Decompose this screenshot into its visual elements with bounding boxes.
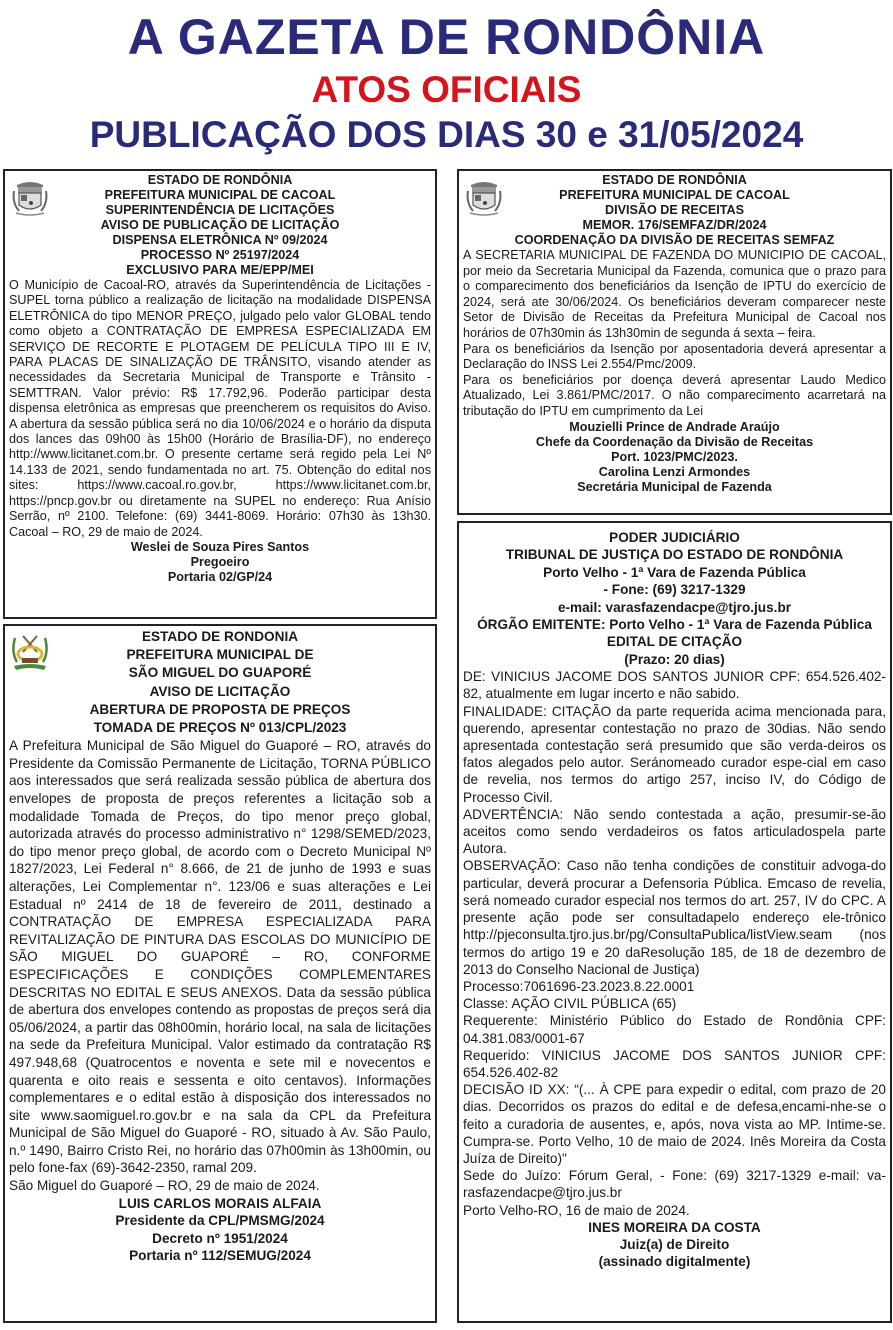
notice-body: A Prefeitura Municipal de São Miguel do Guaporé – RO, através do Presidente da Comissão Permanente de Licitação, TORNA PÚBLICO aos interessados que será realizada sessão pública de abertura dos envelopes de proposta de preços referentes a licitação sob a modalidade Tomada de Preços, do tipo menor preço global, autorizada através do processo administrativo n° 1298/SEMED/2023, do tipo menor preço global, de acordo com o Decreto Municipal Nº 1827/2023, Lei Federal n° 8.666, de 21 de junho de 1993 e suas alterações, Lei Complementar n°. 123/06 e suas alterações e Lei Estadual nº 2414 de 18 de fevereiro de 2011, destinado a CONTRATAÇÃO DE EMPRESA ESPECIALIZADA PARA REVITALIZAÇÃO DE PINTURA DAS ESCOLAS DO MUNICÍPIO DE SÃO MIGUEL DO GUAPORÉ – RO, CONFORME ESPECIFICAÇÕES E CONDIÇÕES COMPLEMENTARES DESCRITAS NO EDITAL E SEUS ANEXOS. Data da sessão pública de abertura dos envelopes contendo as propostas de preços será dia 05/06/2024, a partir das 08h00min, horário local, na sala de licitações na sede da Prefeitura Municipal. Valor estimado da contratação R$ 497.948,68 (Quatrocentos e noventa e sete mil e novecentos e quarenta e oito reais e sessenta e oito centavos). Informações complementares e o edital estão à disposição dos interessados no site www.saomiguel.ro.gov.br e na sala da CPL da Prefeitura Municipal de São Miguel do Guaporé - RO, situado à Av. São Paulo, n.º 1490, Bairro Cristo Rei, no horário das 07h00min às 13h00min, ou pelo fone-fax (69)-3642-2350, ramal 209. [9,738,431,1176]
signatory-role: Juiz(a) de Direito [619,1236,730,1252]
cacoal-coat-of-arms-icon [465,177,503,217]
signatory-ordinance: Portaria 02/GP/24 [167,569,273,584]
signatory-name: INES MOREIRA DA COSTA [588,1219,761,1235]
heading-line: Porto Velho - 1ª Vara de Fazenda Pública [543,564,806,580]
case-class: Classe: AÇÃO CIVIL PÚBLICA (65) [463,996,677,1012]
notice-heading [9,173,431,278]
defendant: Requerido: VINICIUS JACOME DOS SANTOS JUNIOR CPF: 654.526.402-82 [463,1047,886,1080]
heading-line: ESTADO DE RONDÔNIA [147,173,293,187]
signature-note: (assinado digitalmente) [598,1253,751,1269]
heading-line: - Fone: (69) 3217-1329 [603,582,746,598]
heading-line: EDITAL DE CITAÇÃO [606,634,743,650]
court-seat: Sede do Juízo: Fórum Geral, - Fone: (69) 3217-1329 e-mail: va-rasfazendacpe@tjro.jus.br [463,1168,886,1201]
heading-line: ESTADO DE RONDONIA [141,629,299,644]
heading-line: AVISO DE PUBLICAÇÃO DE LICITAÇÃO [100,218,340,232]
heading-line: TRIBUNAL DE JUSTIÇA DO ESTADO DE RONDÔNIA [505,547,844,563]
process-number: Processo:7061696-23.2023.8.22.0001 [463,978,695,994]
sao-miguel-coat-of-arms-icon [11,632,49,672]
notice-body: O Município de Cacoal-RO, através da Superintendência de Licitações - SUPEL torna público a realização de licitação na modalidade DISPENSA ELETRÔNICA do tipo MENOR PREÇO, julgado pelo valor GLOBAL tendo como objeto a CONTRATAÇÃO DE EMPRESA ESPECIALIZADA EM SERVIÇO DE RECORTE E PLOTAGEM DE PELÍCULA TIPO III E IV, PARA PLACAS DE SINALIZAÇÃO DE TRÂNSITO, visando atender as necessidades da Secretaria Municipal de Transporte e Trânsito - SEMTTRAN. Valor prévio: R$ 17.792,96. Poderão participar desta dispensa eletrônica as empresas que preencherem os requisitos do Aviso. A abertura da sessão pública será no dia 10/06/2024 e o horário da disputa dos lances das 09h00 às 15h00 (Horário de Brasília-DF), no endereço http://www.licitanet.com.br. O presente certame será regido pela Lei Nº 14.133 de 2021, sendo fundamentada no art. 75. Obtenção do edital nos sites: https://www.cacoal.ro.gov.br, https://www.licitanet.com.br, https://pncp.gov.br ou diretamente na SUPEL no endereço: Rua Anísio Serrão, nº 2100. Telefone: (69) 3441-8069. Horário: 07h30 às 13h30. Cacoal – RO, 29 de maio de 2024. [9,278,431,539]
signatory-role: Chefe da Coordenação da Divisão de Receitas [535,434,814,449]
signatory-role: Presidente da CPL/PMSMG/2024 [115,1213,325,1229]
place-date: Porto Velho-RO, 16 de maio de 2024. [463,1202,690,1218]
heading-line: PREFEITURA MUNICIPAL DE [126,647,314,663]
signatory-role: Secretária Municipal de Fazenda [577,479,772,494]
plaintiff: Requerente: Ministério Público do Estado de Rondônia CPF: 04.381.083/0001-67 [463,1013,886,1046]
signatory-ordinance: Port. 1023/PMC/2023. [611,449,738,464]
heading-line: EXCLUSIVO PARA ME/EPP/MEI [126,263,314,277]
signatory-role: Pregoeiro [190,554,250,569]
heading-line: PREFEITURA MUNICIPAL DE CACOAL [559,188,790,202]
heading-line: DISPENSA ELETRÔNICA Nº 09/2024 [112,233,328,247]
decision: DECISÃO ID XX: “(... À CPE para expedir o edital, com prazo de 20 dias. Decorridos os prazos do edital e de defesa,encami-nhe-se o feito a curadoria de ausentes, e, após, nova vista ao MP. Intime-se. Cumpra-se. Porto Velho, 10 de maio de 2024. Inês Moreira da Costa Juíza de Direito)" [463,1082,886,1166]
heading-line: COORDENAÇÃO DA DIVISÃO DE RECEITAS SEMFAZ [514,233,835,247]
notice-paragraph: OBSERVAÇÃO: Caso não tenha condições de constituir advoga-do particular, deverá procurar a Defensoria Pública. Emcaso de revelia, será nomeado curador especial nos termos do art. 257, IV do CPC. A presente ação pode ser consultadapelo endereço ele-trônico http://pjeconsulta.tjro.jus.br/pg/ConsultaPublica/listView.seam (nos termos do artigo 19 e 20 daResolução 185, de 18 de dezembro de 2013 do Conselho Nacional de Justiça) [463,858,886,977]
heading-line: ÓRGÃO EMITENTE: Porto Velho - 1ª Vara de Fazenda Pública [477,617,872,633]
heading-line: e-mail: varasfazendacpe@tjro.jus.br [557,599,792,615]
notice-paragraph: DE: VINICIUS JACOME DOS SANTOS JUNIOR CPF: 654.526.402-82, atualmente em lugar incerto e não sabido. [463,669,886,702]
notice-paragraph: ADVERTÊNCIA: Não sendo contestada a ação, presumir-se-ão aceitos como sendo verdadeiros os fatos articuladospela parte Autora. [463,806,886,857]
notice-paragraph: Para os beneficiários da Isenção por aposentadoria deverá apresentar a Declaração do INSS Lei 2.554/Pmc/2009. [463,341,886,372]
notice-cacoal-receitas [457,169,892,515]
heading-line: MEMOR. 176/SEMFAZ/DR/2024 [582,218,767,232]
notice-heading [463,529,886,668]
signatory-name: LUIS CARLOS MORAIS ALFAIA [118,1195,322,1211]
notice-sao-miguel [3,624,437,1323]
signatory-name: Mouzielli Prince de Andrade Araújo [569,419,780,434]
publication-dates: PUBLICAÇÃO DOS DIAS 30 e 31/05/2024 [89,114,804,155]
masthead [0,0,893,162]
heading-line: AVISO DE LICITAÇÃO [149,683,291,699]
notice-cacoal-licitacao [3,169,437,619]
heading-line: ABERTURA DE PROPOSTA DE PREÇOS [89,701,351,717]
heading-line: ESTADO DE RONDÔNIA [602,173,747,187]
heading-line: SÃO MIGUEL DO GUAPORÉ [128,665,312,681]
signatory-name: Carolina Lenzi Armondes [598,464,751,479]
heading-line: SUPERINTENDÊNCIA DE LICITAÇÕES [105,203,335,217]
heading-line: PROCESSO Nº 25197/2024 [140,248,300,262]
heading-line: PODER JUDICIÁRIO [609,530,740,545]
notice-place-date: São Miguel do Guaporé – RO, 29 de maio de 2024. [9,1178,320,1194]
notice-paragraph: Para os beneficiários por doença deverá apresentar Laudo Medico Atualizado, Lei 3.861/PMC/2017. O não comparecimento acarretará na tributação do IPTU em cumprimento da Lei [463,372,886,418]
newspaper-title: A GAZETA DE RONDÔNIA [127,9,766,65]
heading-line: TOMADA DE PREÇOS Nº 013/CPL/2023 [93,720,347,736]
notice-judiciario [457,521,892,1323]
section-title: ATOS OFICIAIS [311,69,582,110]
notice-paragraph: A SECRETARIA MUNICIPAL DE FAZENDA DO MUNICIPIO DE CACOAL, por meio da Secretaria Municipal da Fazenda, comunica que o prazo para o comparecimento dos beneficiários da Isenção de IPTU do exercício de 2024, será ate 30/06/2024. Os beneficiários deveram comparecer neste Setor de Divisão de Receitas da Prefeitura Municipal de Cacoal nos horários de 07h30min ás 13h30min de segunda á sexta – feira. [463,248,886,340]
notice-paragraph: FINALIDADE: CITAÇÃO da parte requerida acima mencionada para, querendo, apresentar contestação no prazo de 30dias. Não sendo apresentada contestação será presumido que são verda-deiros os fatos alegados pelo autor. Seránomeado curador espe-cial em caso de revelia, nos termos do artigo 257, inciso IV, do Código de Processo Civil. [463,703,886,805]
signatory-ordinance: Portaria nº 112/SEMUG/2024 [129,1248,311,1264]
notice-heading [463,173,886,248]
signatory-decree: Decreto nº 1951/2024 [152,1230,288,1246]
notice-heading [9,628,431,737]
heading-line: (Prazo: 20 dias) [624,651,725,667]
heading-line: DIVISÃO DE RECEITAS [604,203,745,217]
cacoal-coat-of-arms-icon [11,177,49,217]
signatory-name: Weslei de Souza Pires Santos [130,539,310,554]
heading-line: PREFEITURA MUNICIPAL DE CACOAL [104,188,336,202]
